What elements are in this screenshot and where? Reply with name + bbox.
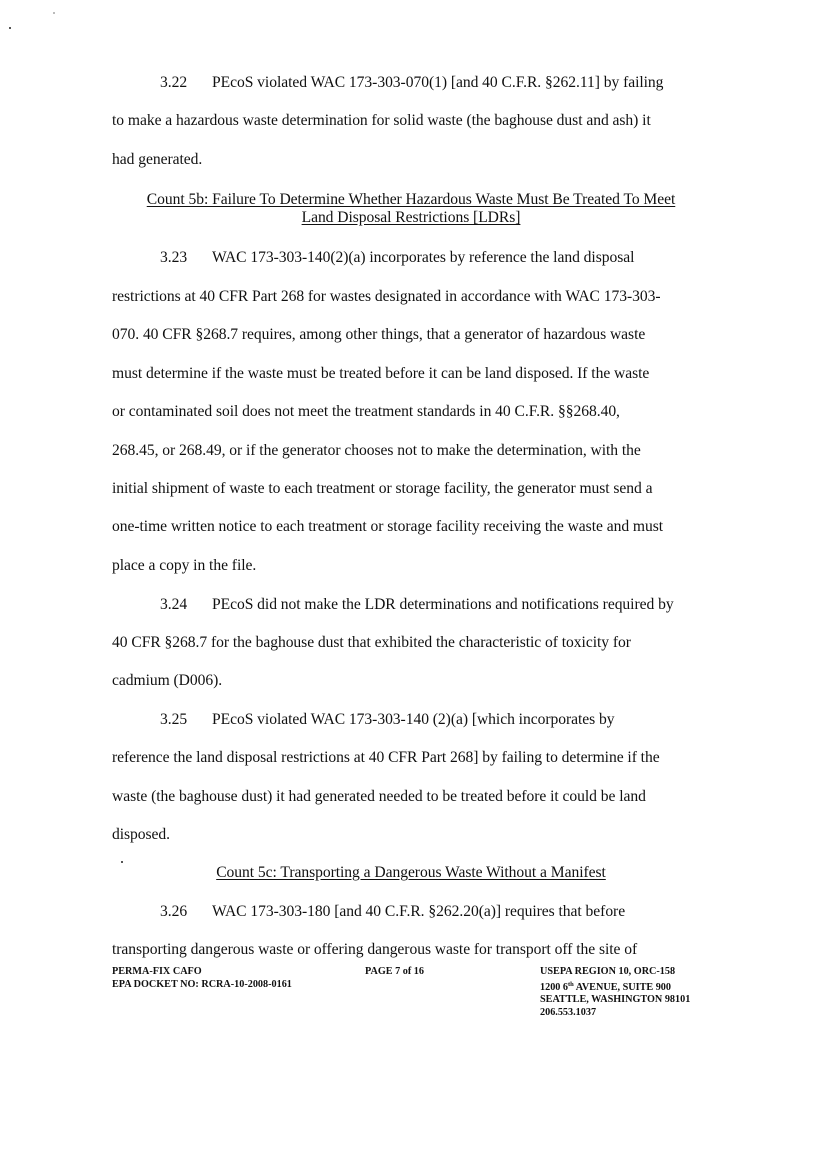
paragraph-3-23-line: 070. 40 CFR §268.7 requires, among other things, that a generator of hazardous waste <box>112 326 646 343</box>
footer-address <box>540 966 690 1019</box>
paragraph-3-25-line: 3.25 PEcoS violated WAC 173-303-140 (2)(a) [which incorporates by <box>160 711 615 728</box>
paragraph-3-22-line: to make a hazardous waste determination for solid waste (the baghouse dust and ash) it <box>112 112 651 129</box>
footer-city: SEATTLE, WASHINGTON 98101 <box>540 994 691 1005</box>
footer-office: USEPA REGION 10, ORC-158 <box>540 966 676 977</box>
footer-left <box>112 966 292 991</box>
scan-speck <box>121 861 123 863</box>
scan-speck <box>9 27 11 29</box>
paragraph-3-23-line: initial shipment of waste to each treatment or storage facility, the generator must send a <box>112 480 653 497</box>
paragraph-3-25-line: reference the land disposal restrictions at 40 CFR Part 268] by failing to determine if the <box>112 749 660 766</box>
paragraph-3-22-line: had generated. <box>112 151 203 168</box>
section-heading-count-5c: Count 5c: Transporting a Dangerous Waste Without a Manifest <box>216 864 606 881</box>
paragraph-3-24-line: 40 CFR §268.7 for the baghouse dust that exhibited the characteristic of toxicity for <box>112 634 631 651</box>
scan-speck <box>53 12 55 14</box>
paragraph-3-24-line: 3.24 PEcoS did not make the LDR determinations and notifications required by <box>160 596 674 613</box>
paragraph-number: 3.24 <box>160 596 188 613</box>
paragraph-3-26-line: transporting dangerous waste or offering dangerous waste for transport off the site of <box>112 941 638 958</box>
paragraph-number: 3.26 <box>160 903 188 920</box>
paragraph-3-23-line: place a copy in the file. <box>112 557 257 574</box>
footer-page-number: PAGE 7 of 16 <box>365 966 424 977</box>
paragraph-number: 3.25 <box>160 711 188 728</box>
footer-docket-number: EPA DOCKET NO: RCRA-10-2008-0161 <box>112 978 292 990</box>
paragraph-3-25-line: waste (the baghouse dust) it had generated needed to be treated before it could be land <box>112 788 646 805</box>
footer-phone: 206.553.1037 <box>540 1006 597 1018</box>
paragraph-3-26-line: 3.26 WAC 173-303-180 [and 40 C.F.R. §262.20(a)] requires that before <box>160 903 626 920</box>
footer-street: 1200 6th AVENUE, SUITE 900 <box>540 980 671 993</box>
paragraph-3-23-line: must determine if the waste must be treated before it can be land disposed. If the waste <box>112 365 650 382</box>
section-heading-count-5b: Count 5b: Failure To Determine Whether Hazardous Waste Must Be Treated To Meet <box>146 191 676 208</box>
paragraph-3-25-line: disposed. <box>112 826 171 843</box>
paragraph-3-23-line: 3.23 WAC 173-303-140(2)(a) incorporates by reference the land disposal <box>160 249 635 266</box>
paragraph-3-22-line: 3.22 PEcoS violated WAC 173-303-070(1) [and 40 C.F.R. §262.11] by failing <box>160 74 664 91</box>
paragraph-3-23-line: 268.45, or 268.49, or if the generator chooses not to make the determination, with the <box>112 442 641 459</box>
paragraph-3-23-line: restrictions at 40 CFR Part 268 for wastes designated in accordance with WAC 173-303- <box>112 288 661 305</box>
paragraph-3-23-line: or contaminated soil does not meet the treatment standards in 40 C.F.R. §§268.40, <box>112 403 620 420</box>
paragraph-number: 3.23 <box>160 249 188 266</box>
section-heading-count-5b-cont: Land Disposal Restrictions [LDRs] <box>301 209 521 226</box>
footer-case-name: PERMA-FIX CAFO <box>112 966 202 977</box>
paragraph-3-23-line: one-time written notice to each treatment or storage facility receiving the waste and must <box>112 518 664 535</box>
paragraph-3-24-line: cadmium (D006). <box>112 672 223 689</box>
paragraph-number: 3.22 <box>160 74 188 91</box>
